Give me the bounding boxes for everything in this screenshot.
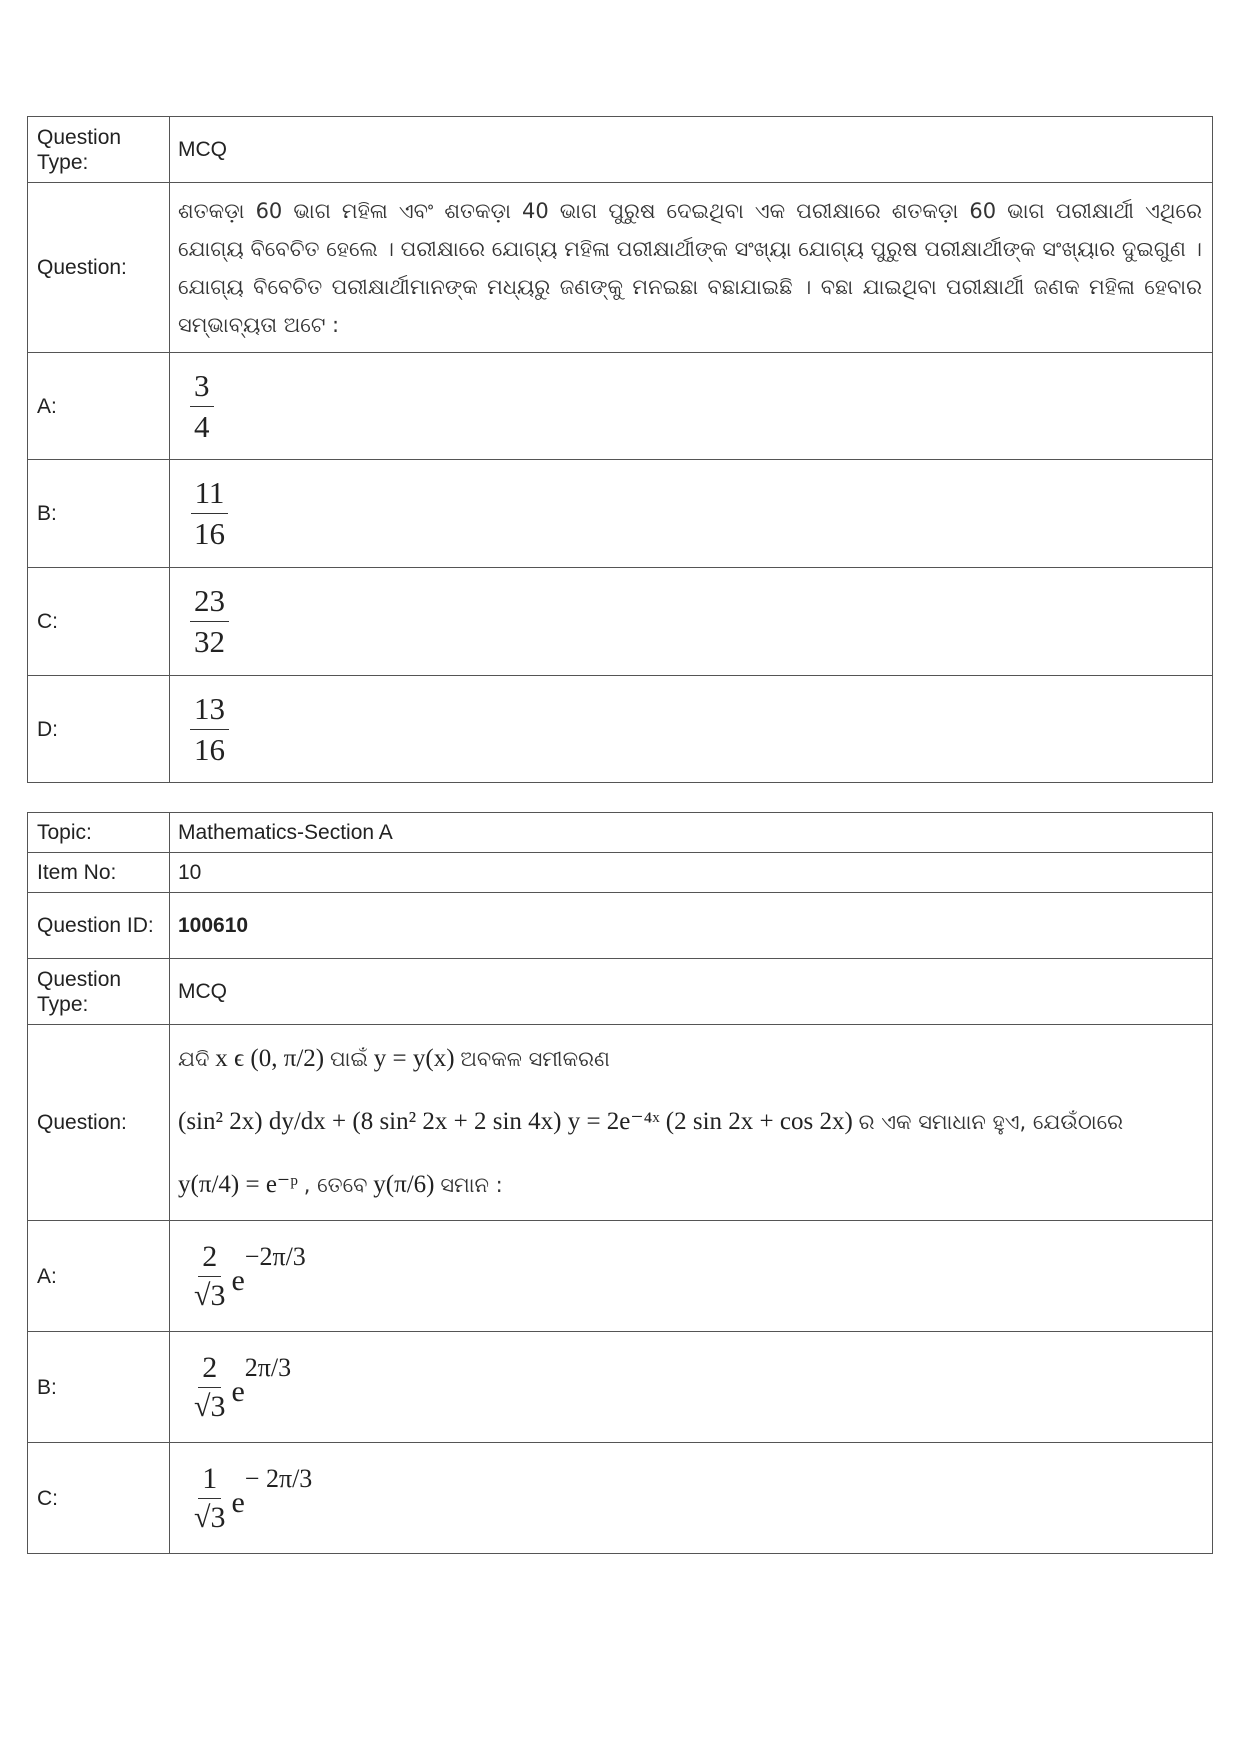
question-type-value: MCQ: [170, 959, 1213, 1025]
fraction: [190, 1462, 229, 1535]
option-row-a: [28, 1221, 1213, 1332]
numerator: 1: [198, 1462, 221, 1499]
fraction: [190, 1240, 229, 1313]
option-label-b: B:: [28, 460, 170, 568]
option-row-c: [28, 568, 1213, 676]
math-expression: (sin² 2x) dy/dx + (8 sin² 2x + 2 sin 4x) y = 2e⁻⁴ˣ (2 sin 2x + cos 2x): [178, 1108, 853, 1135]
question-text: ଅବକଳ ସମୀକରଣ: [460, 1047, 610, 1071]
question-type-row: [28, 959, 1213, 1025]
exponent: − 2π/3: [244, 1463, 313, 1493]
question-text: ଶତକଡ଼ା 60 ଭାଗ ମହିଳା ଏବଂ ଶତକଡ଼ା 40 ଭାଗ ପୁରୁଷ ଦେଇଥିବା ଏକ ପରୀକ୍ଷାରେ ଶତକଡ଼ା 60 ଭାଗ ପରୀକ୍ଷାର୍ଥୀ ଏଥିରେ ଯୋଗ୍ୟ ବିବେଚିତ ହେଲେ । ପରୀକ୍ଷାରେ ଯୋଗ୍ୟ ମହିଳା ପରୀକ୍ଷାର୍ଥୀଙ୍କ ସଂଖ୍ୟା ଯୋଗ୍ୟ ପୁରୁଷ ପରୀକ୍ଷାର୍ଥୀଙ୍କ ସଂଖ୍ୟାର ଦୁଇଗୁଣ । ଯୋଗ୍ୟ ବିବେଚିତ ପରୀକ୍ଷାର୍ଥୀମାନଙ୍କ ମଧ୍ୟରୁ ଜଣଙ୍କୁ ମନଇଛା ବଛାଯାଇଛି । ବଛା ଯାଇଥିବା ପରୀକ୍ଷାର୍ଥୀ ଜଣକ ମହିଳା ହେବାର ସମ୍ଭାବ୍ୟତା ଅଟେ :: [178, 198, 1202, 337]
denominator: 16: [194, 516, 225, 551]
option-row-c: [28, 1443, 1213, 1554]
question-id-label: Question ID:: [28, 893, 170, 959]
question-type-label: Question Type:: [28, 117, 170, 183]
exponential-base: e: [231, 1264, 245, 1297]
topic-label: Topic:: [28, 813, 170, 853]
option-row-b: [28, 1332, 1213, 1443]
topic-row: [28, 813, 1213, 853]
denominator: 16: [194, 731, 225, 767]
question-row: [28, 1025, 1213, 1221]
exponential-base: e: [231, 1486, 245, 1519]
question-cell: [170, 183, 1213, 353]
question-id-value: 100610: [170, 893, 1213, 959]
option-row-b: [28, 460, 1213, 568]
option-label-a: A:: [28, 353, 170, 460]
denominator: √3: [194, 1500, 226, 1534]
option-b: [170, 460, 1213, 568]
numerator: 11: [191, 475, 229, 514]
question-text: ର ଏକ ସମାଧାନ ହୁଏ, ଯେଉଁଠାରେ: [858, 1110, 1124, 1134]
denominator: 32: [194, 624, 225, 659]
option-label-c: C:: [28, 568, 170, 676]
option-label-b: B:: [28, 1332, 170, 1443]
numerator: 3: [190, 368, 214, 407]
item-no-value: 10: [170, 853, 1213, 893]
question-type-value: MCQ: [170, 117, 1213, 183]
option-label-a: A:: [28, 1221, 170, 1332]
question-line-3: [178, 1154, 1202, 1217]
question-table-1: [27, 116, 1213, 783]
option-expression: [190, 1462, 312, 1535]
question-line-2: [178, 1091, 1202, 1154]
option-d: [170, 676, 1213, 783]
math-expression: y = y(x): [373, 1045, 455, 1072]
option-c: [170, 568, 1213, 676]
numerator: 23: [190, 583, 229, 622]
numerator: 2: [198, 1240, 221, 1277]
option-a: [170, 1221, 1213, 1332]
exponent: −2π/3: [244, 1241, 306, 1271]
topic-value: Mathematics-Section A: [170, 813, 1213, 853]
question-type-row: [28, 117, 1213, 183]
fraction: [190, 475, 229, 552]
option-label-c: C:: [28, 1443, 170, 1554]
question-text: ଯଦି: [178, 1047, 210, 1071]
math-expression: y(π/6): [373, 1171, 435, 1198]
exponent: 2π/3: [244, 1352, 292, 1382]
fraction: [190, 583, 229, 660]
numerator: 13: [190, 691, 229, 730]
question-id-row: [28, 893, 1213, 959]
option-label-d: D:: [28, 676, 170, 783]
fraction: [190, 691, 229, 768]
question-text: ସମାନ :: [440, 1173, 503, 1197]
option-b: [170, 1332, 1213, 1443]
fraction: [190, 1351, 229, 1424]
math-expression: y(π/4) = e⁻ᵖ: [178, 1171, 298, 1198]
exponential-base: e: [231, 1375, 245, 1408]
question-row: [28, 183, 1213, 353]
option-a: [170, 353, 1213, 460]
question-table-2: [27, 812, 1213, 1554]
question-type-label: Question Type:: [28, 959, 170, 1025]
option-row-d: [28, 676, 1213, 783]
denominator: √3: [194, 1278, 226, 1312]
question-cell: [170, 1025, 1213, 1221]
option-expression: [190, 1240, 306, 1313]
option-row-a: [28, 353, 1213, 460]
math-expression: x ϵ (0, π/2): [215, 1045, 325, 1072]
option-c: [170, 1443, 1213, 1554]
fraction: [190, 368, 214, 445]
denominator: 4: [194, 408, 210, 444]
numerator: 2: [198, 1351, 221, 1388]
question-text: , ତେବେ: [303, 1173, 368, 1197]
question-line-1: [178, 1028, 1202, 1091]
question-label: Question:: [28, 183, 170, 353]
item-no-row: [28, 853, 1213, 893]
denominator: √3: [194, 1389, 226, 1423]
question-label: Question:: [28, 1025, 170, 1221]
question-text: ପାଇଁ: [329, 1047, 368, 1071]
option-expression: [190, 1351, 291, 1424]
item-no-label: Item No:: [28, 853, 170, 893]
